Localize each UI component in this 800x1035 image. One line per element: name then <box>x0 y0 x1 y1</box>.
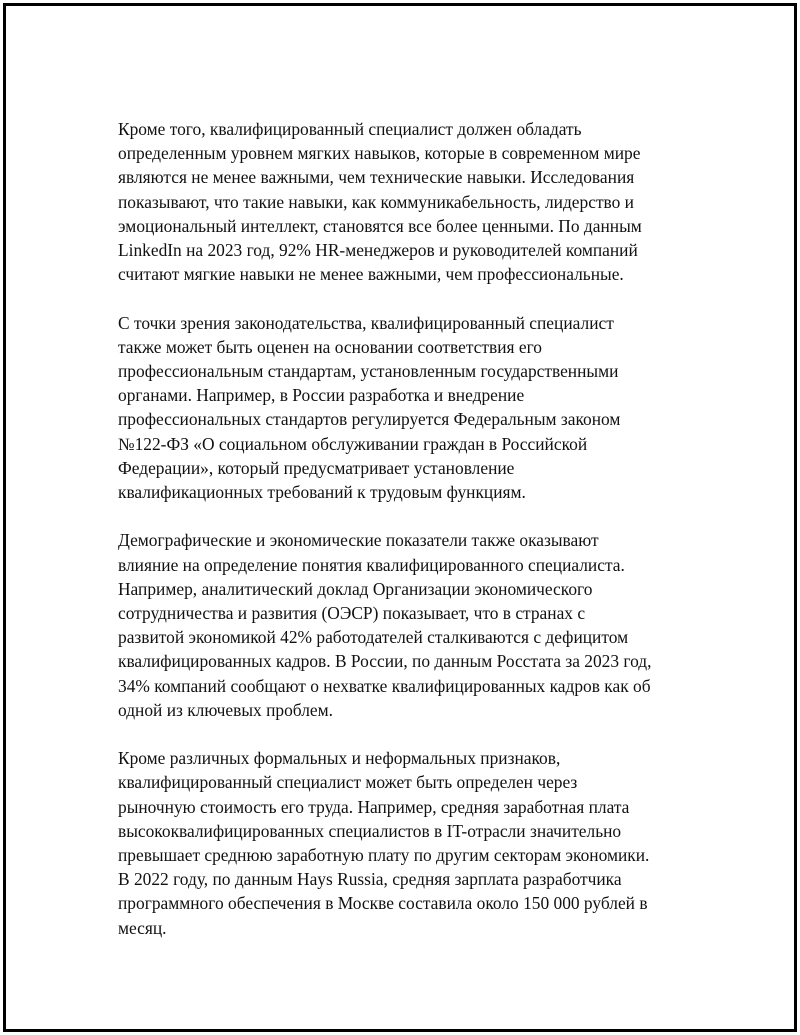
text-line: профессиональным стандартам, установленным государственными <box>118 361 619 382</box>
text-line: 34% компаний сообщают о нехватке квалифицированных кадров как об <box>118 675 651 696</box>
document-body <box>118 117 688 964</box>
text-line: показывают, что такие навыки, как коммуникабельность, лидерство и <box>118 191 634 212</box>
text-line: превышает среднюю заработную плату по другим секторам экономики. <box>118 845 650 866</box>
text-line: Например, аналитический доклад Организации экономического <box>118 578 593 599</box>
text-line: определенным уровнем мягких навыков, которые в современном мире <box>118 143 641 164</box>
text-line: Кроме различных формальных и неформальных признаков, <box>118 748 561 769</box>
text-line: эмоциональный интеллект, становятся все более ценными. По данным <box>118 215 642 236</box>
text-line: являются не менее важными, чем технические навыки. Исследования <box>118 167 635 188</box>
text-line: органами. Например, в России разработка и внедрение <box>118 385 525 406</box>
text-line: LinkedIn на 2023 год, 92% HR-менеджеров и руководителей компаний <box>118 240 638 261</box>
text-line: развитой экономикой 42% работодателей сталкиваются с дефицитом <box>118 627 629 648</box>
paragraph-legislation <box>118 311 688 505</box>
text-line: одной из ключевых проблем. <box>118 699 333 720</box>
text-line: В 2022 году, по данным Hays Russia, средняя зарплата разработчика <box>118 869 622 890</box>
text-line: С точки зрения законодательства, квалифицированный специалист <box>118 312 614 333</box>
text-line: программного обеспечения в Москве составила около 150 000 рублей в <box>118 893 648 914</box>
text-line: квалифицированный специалист может быть определен через <box>118 772 578 793</box>
paragraph-demographics <box>118 528 688 722</box>
text-line: квалифицированных кадров. В России, по данным Росстата за 2023 год, <box>118 651 652 672</box>
text-line: месяц. <box>118 917 167 938</box>
text-line: профессиональных стандартов регулируется Федеральным законом <box>118 409 621 430</box>
paragraph-market-value <box>118 746 688 940</box>
text-line: Кроме того, квалифицированный специалист должен обладать <box>118 119 582 139</box>
text-line: считают мягкие навыки не менее важными, чем профессиональные. <box>118 264 624 285</box>
text-line: Федерации», который предусматривает установление <box>118 457 515 478</box>
text-line: Демографические и экономические показатели также оказывают <box>118 530 599 551</box>
text-line: высококвалифицированных специалистов в IT-отрасли значительно <box>118 820 622 841</box>
text-line: сотрудничества и развития (ОЭСР) показывает, что в странах с <box>118 603 586 624</box>
text-line: рыночную стоимость его труда. Например, средняя заработная плата <box>118 796 630 817</box>
text-line: квалификационных требований к трудовым функциям. <box>118 482 526 503</box>
text-line: также может быть оценен на основании соответствия его <box>118 336 542 357</box>
text-line: №122-ФЗ «О социальном обслуживании граждан в Российской <box>118 433 588 454</box>
paragraph-soft-skills <box>118 117 688 286</box>
text-line: влияние на определение понятия квалифицированного специалиста. <box>118 554 625 575</box>
